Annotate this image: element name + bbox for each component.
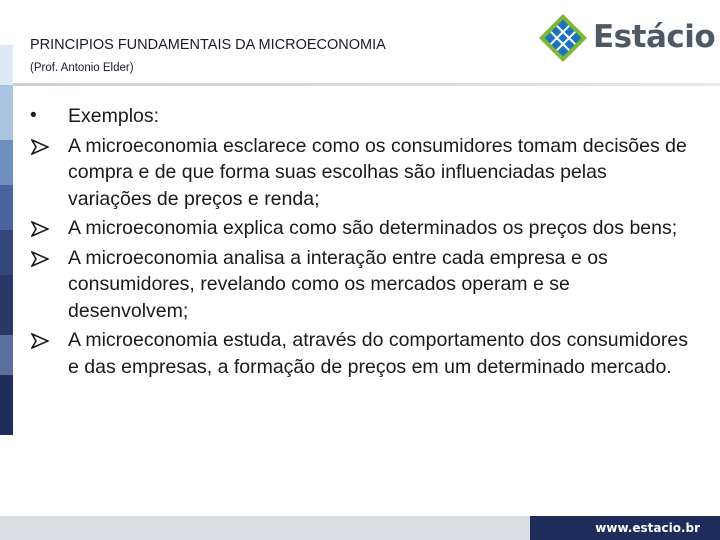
list-item-text: A microeconomia esclarece como os consumidores tomam decisões de compra e de que forma suas escolhas são influenciadas pelas variações de preços e renda; (68, 134, 687, 210)
arrowhead-bullet-icon (31, 139, 49, 155)
logo-text: Estácio (593, 19, 716, 55)
slide-footer (0, 516, 720, 540)
bullet-dot: • (30, 105, 37, 126)
estacio-diamond-icon (537, 12, 589, 64)
footer-url[interactable]: www.estacio.br (595, 521, 700, 535)
lead-text: Exemplos: (68, 105, 160, 127)
list-item (30, 245, 690, 325)
slide-body (30, 103, 690, 383)
slide-title: PRINCIPIOS FUNDAMENTAIS DA MICROECONOMIA (30, 37, 386, 53)
list-item (30, 133, 690, 213)
arrowhead-bullet-icon (31, 221, 49, 237)
arrowhead-bullet-icon (31, 333, 49, 349)
list-item-text: A microeconomia explica como são determinados os preços dos bens; (68, 217, 678, 239)
footer-url-bar (530, 516, 720, 540)
slide-subtitle: (Prof. Antonio Elder) (30, 62, 134, 74)
list-item (30, 327, 690, 380)
list-item-text: A microeconomia analisa a interação entre cada empresa e os consumidores, revelando como os mercados operam e se desenvolvem; (68, 246, 608, 322)
list-item (30, 215, 690, 242)
estacio-logo (535, 10, 716, 66)
list-item-text: A microeconomia estuda, através do comportamento dos consumidores e das empresas, a formação de preços em um determinado mercado. (68, 329, 688, 378)
left-color-band (0, 0, 13, 540)
lead-item (30, 103, 690, 130)
arrowhead-bullet-icon (31, 251, 49, 267)
